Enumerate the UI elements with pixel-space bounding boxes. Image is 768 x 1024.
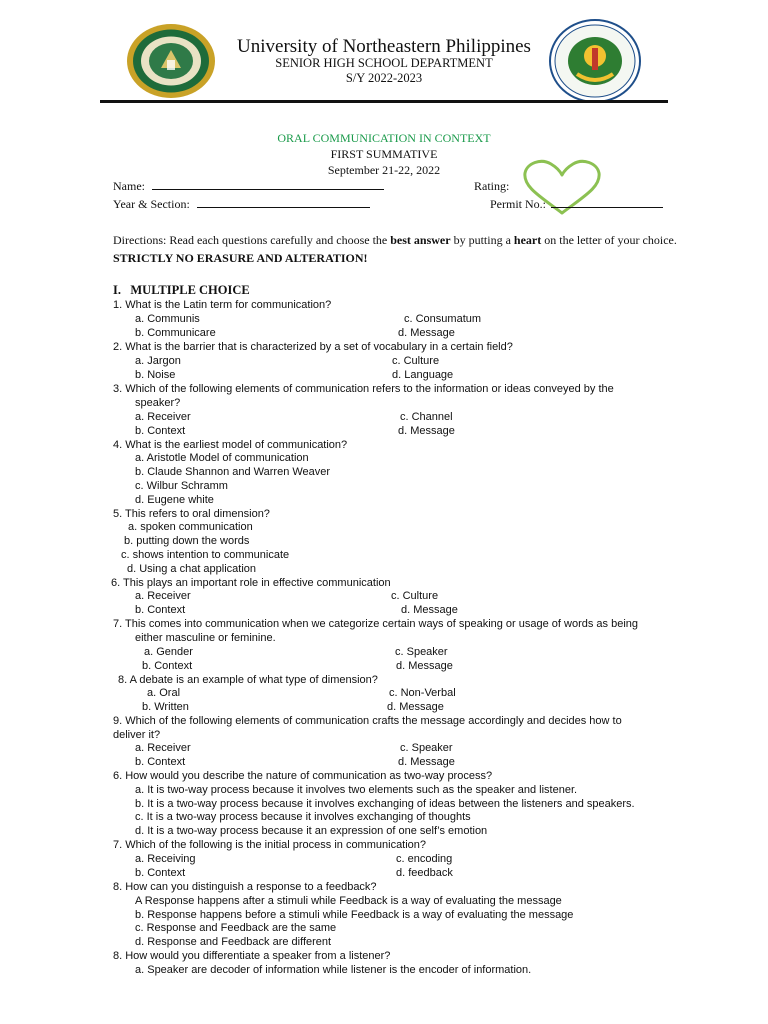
question-line: 7. Which of the following is the initial process in communication? (113, 839, 427, 851)
choice-item: c. Wilbur Schramm (135, 480, 228, 492)
subject-title: ORAL COMMUNICATION IN CONTEXT (277, 131, 491, 145)
question-line: 8. A debate is an example of what type of dimension? (118, 674, 378, 686)
choice-item: b. Written (142, 701, 189, 713)
choice-item: a. It is two-way process because it involves two elements such as the speaker and listener. (135, 784, 578, 796)
rating-label: Rating: (474, 179, 510, 193)
year-section-line[interactable] (197, 206, 370, 208)
year-section-field[interactable] (113, 197, 370, 212)
exam-title: FIRST SUMMATIVE (330, 147, 438, 161)
choice-item: a. Receiver (135, 590, 191, 602)
choice-item: b. Noise (135, 369, 176, 381)
choice-item: a. Receiver (135, 742, 191, 754)
choice-item: c. Consumatum (404, 313, 482, 325)
choice-item: b. It is a two-way process because it involves exchanging of ideas between the listeners and speakers. (135, 798, 635, 810)
choice-item: d. Using a chat application (127, 563, 257, 575)
question-line-cont: speaker? (135, 397, 181, 409)
choice-item: b. Context (142, 660, 193, 672)
permit-line[interactable] (551, 206, 663, 208)
question-line: 4. What is the earliest model of communication? (113, 439, 348, 451)
permit-field[interactable] (490, 197, 663, 212)
question-line: 8. How would you differentiate a speaker from a listener? (113, 950, 391, 962)
choice-item: d. Message (396, 660, 453, 672)
year-section-label: Year & Section: (113, 197, 190, 211)
exam-date: September 21-22, 2022 (327, 163, 441, 177)
choice-item: c. Non-Verbal (389, 687, 456, 699)
choice-item: c. Culture (392, 355, 440, 367)
question-line: 8. How can you distinguish a response to a feedback? (113, 881, 377, 893)
choice-item: d. Eugene white (135, 494, 214, 506)
choice-item: d. Message (398, 327, 455, 339)
question-line: 6. This plays an important role in effective communication (111, 577, 391, 589)
choice-item: b. Communicare (135, 327, 216, 339)
choice-item: c. Response and Feedback are the same (135, 922, 337, 934)
directions-text: Directions: Read each questions carefully and choose the best answer by putting a heart on the letter of your choice. STRICTLY NO ERASURE AND ALTERATION! (113, 233, 677, 265)
question-line: 1. What is the Latin term for communication? (113, 299, 332, 311)
choice-item: d. It is a two-way process because it an expression of one self’s emotion (135, 825, 488, 837)
choice-item: d. Response and Feedback are different (135, 936, 332, 948)
choice-item: b. Response happens before a stimuli while Feedback is a way of evaluating the message (135, 909, 574, 921)
question-line-cont: either masculine or feminine. (135, 632, 276, 644)
question-line: 5. This refers to oral dimension? (113, 508, 270, 520)
choice-item: a. Communis (135, 313, 200, 325)
choice-item: a. Speaker are decoder of information while listener is the encoder of information. (135, 964, 532, 976)
choice-item: c. encoding (396, 853, 453, 865)
question-line: 7. This comes into communication when we categorize certain ways of speaking or usage of words as being (113, 618, 639, 630)
choice-item: d. Message (401, 604, 458, 616)
choice-item: a. Gender (144, 646, 193, 658)
choice-item: b. Context (135, 867, 186, 879)
university-name: University of Northeastern Philippines (237, 36, 531, 57)
choice-item: A Response happens after a stimuli while Feedback is a way of evaluating the message (135, 895, 562, 907)
choice-item: d. Message (398, 756, 455, 768)
choice-item: d. Message (387, 701, 444, 713)
choice-item: c. It is a two-way process because it involves exchanging of thoughts (135, 811, 471, 823)
header-divider (100, 100, 668, 103)
question-line: 6. How would you describe the nature of communication as two-way process? (113, 770, 493, 782)
question-line: 2. What is the barrier that is characterized by a set of vocabulary in a certain field? (113, 341, 513, 353)
choice-item: a. Jargon (135, 355, 181, 367)
choice-item: d. feedback (396, 867, 453, 879)
question-line: 3. Which of the following elements of communication refers to the information or ideas conveyed by the (113, 383, 614, 395)
choice-item: c. Speaker (400, 742, 453, 754)
choice-item: a. Aristotle Model of communication (135, 452, 309, 464)
choice-item: b. putting down the words (124, 535, 250, 547)
choice-item: b. Claude Shannon and Warren Weaver (135, 466, 331, 478)
section-heading: I. MULTIPLE CHOICE (113, 283, 250, 297)
name-field[interactable] (113, 179, 384, 194)
choice-item: d. Language (392, 369, 454, 381)
question-line-cont: deliver it? (113, 729, 161, 741)
choice-item: b. Context (135, 425, 186, 437)
choice-item: b. Context (135, 604, 186, 616)
no-erasure-warning: STRICTLY NO ERASURE AND ALTERATION! (113, 251, 368, 265)
choice-item: d. Message (398, 425, 455, 437)
choice-item: c. Speaker (395, 646, 448, 658)
question-line: 9. Which of the following elements of communication crafts the message accordingly and decides how to (113, 715, 622, 727)
choice-item: a. spoken communication (128, 521, 253, 533)
permit-label: Permit No.: (490, 197, 546, 211)
heart-outline-icon (519, 159, 605, 222)
choice-item: b. Context (135, 756, 186, 768)
choice-item: a. Receiver (135, 411, 191, 423)
school-year: S/Y 2022-2023 (345, 71, 423, 85)
choice-item: c. Channel (400, 411, 453, 423)
choice-item: c. shows intention to communicate (121, 549, 290, 561)
choice-item: c. Culture (391, 590, 439, 602)
choice-item: a. Oral (147, 687, 181, 699)
choice-item: a. Receiving (135, 853, 196, 865)
name-line[interactable] (152, 188, 384, 190)
name-label: Name: (113, 179, 145, 193)
department-name: SENIOR HIGH SCHOOL DEPARTMENT (275, 56, 493, 70)
